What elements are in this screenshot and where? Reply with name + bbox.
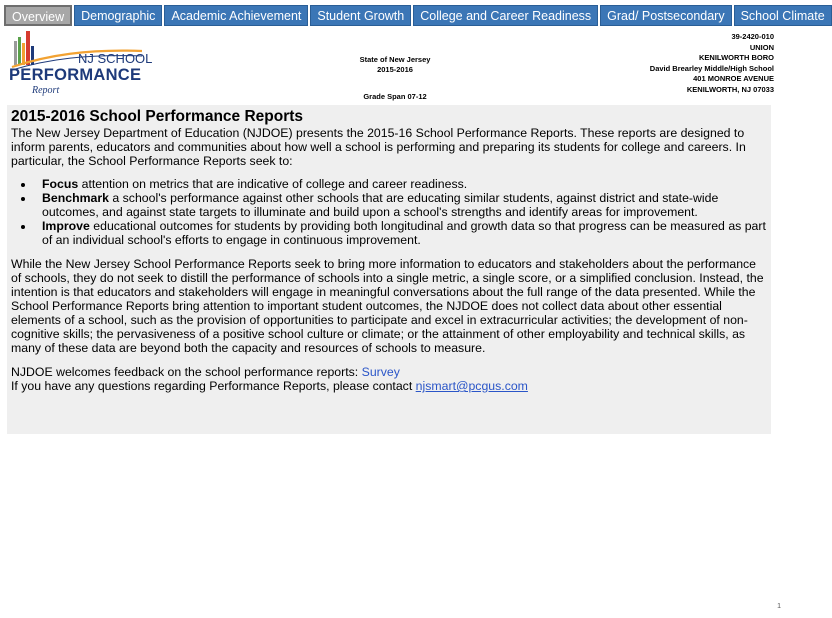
feedback-text: NJDOE welcomes feedback on the school performance reports: — [11, 365, 362, 379]
school-city: KENILWORTH, NJ 07033 — [686, 84, 774, 94]
list-item-keyword: Focus — [42, 177, 79, 191]
logo-line1: NJ SCHOOL — [78, 51, 153, 66]
survey-link[interactable]: Survey — [361, 365, 400, 379]
school-code: 39-2420-010 — [731, 32, 774, 41]
tab-grad-postsecondary[interactable]: Grad/ Postsecondary — [600, 5, 731, 26]
feedback-line — [11, 365, 768, 379]
logo-bar-green — [18, 37, 21, 65]
contact-line — [11, 379, 768, 393]
school-address: 401 MONROE AVENUE — [693, 74, 774, 83]
tab-demographic[interactable]: Demographic — [74, 5, 162, 26]
goals-list — [11, 177, 768, 247]
list-item-keyword: Benchmark — [42, 191, 109, 205]
logo-line2: PERFORMANCE — [9, 66, 141, 84]
list-item — [35, 177, 768, 191]
county-name: UNION — [749, 42, 774, 52]
list-item-text: educational outcomes for students by providing both longitudinal and growth data so that progress can be measured as part of an individual school's efforts to engage in continuous improvement. — [42, 219, 766, 247]
contact-email-link[interactable]: njsmart@pcgus.com — [415, 379, 528, 393]
contact-text: If you have any questions regarding Performance Reports, please contact — [11, 379, 416, 393]
school-info-block — [574, 32, 774, 95]
tab-academic-achievement[interactable]: Academic Achievement — [164, 5, 308, 26]
overview-panel — [7, 105, 771, 434]
logo-line3: Report — [32, 85, 60, 96]
grade-span: Grade Span 07-12 — [363, 92, 427, 101]
report-tab-bar — [4, 5, 832, 26]
list-item-keyword: Improve — [42, 219, 90, 233]
state-label: State of New Jersey — [359, 55, 431, 64]
tab-student-growth[interactable]: Student Growth — [310, 5, 411, 26]
list-item-text: a school's performance against other schools that are educating similar students, against district and state-wide outcomes, and against state targets to illuminate and build upon a school's strengths and identify areas for improvement. — [42, 191, 719, 219]
tab-school-climate[interactable]: School Climate — [734, 5, 832, 26]
tab-overview[interactable]: Overview — [4, 5, 72, 26]
intro-paragraph: The New Jersey Department of Education (NJDOE) presents the 2015-16 School Performance Reports. These reports are designed to inform parents, educators and communities about how well a school is performing and preparing its students for college and careers. In particular, the School Performance Reports seek to: — [11, 126, 746, 168]
tab-college-career-readiness[interactable]: College and Career Readiness — [413, 5, 598, 26]
report-header-center — [300, 55, 490, 102]
logo-bar-red — [26, 31, 30, 65]
nj-school-performance-logo — [8, 29, 153, 99]
school-year: 2015-2016 — [377, 65, 413, 74]
logo-bar-orange — [22, 43, 25, 65]
list-item — [35, 191, 768, 219]
list-item-text: attention on metrics that are indicative of college and career readiness. — [78, 177, 468, 191]
body-paragraph: While the New Jersey School Performance Reports seek to bring more information to educators and stakeholders about the performance of schools, they do not seek to distill the performance of schools into a single metric, a single score, or a simplified conclusion. Instead, the intention is that educators and stakeholders will engage in meaningful conversations about the full range of the data presented. While the School Performance Reports bring attention to important student outcomes, the NJDOE does not collect data about other essential elements of a school, such as the provision of opportunities to participate and excel in extracurricular activities; the development of non-cognitive skills; the pervasiveness of a positive school culture or climate; or the attainment of other employability and technical skills, as many of these data are beyond both the capacity and resources of schools to measure. — [11, 257, 764, 355]
list-item — [35, 219, 768, 247]
school-name: David Brearley Middle/High School — [649, 63, 774, 73]
district-name: KENILWORTH BORO — [699, 53, 774, 62]
page-title: 2015-2016 School Performance Reports — [11, 108, 304, 125]
logo-bar-gray — [14, 41, 17, 65]
page-number: 1 — [777, 603, 781, 610]
